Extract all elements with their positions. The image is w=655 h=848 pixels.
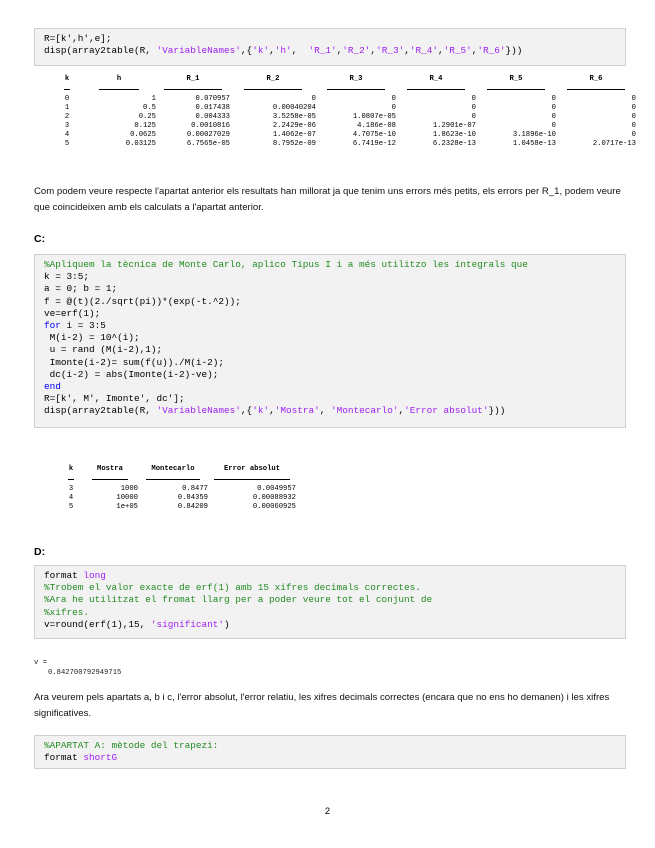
- table-cell: 0: [551, 103, 556, 112]
- paragraph-results: Com podem veure respecte l'apartat anterior els resultats han millorat ja que tenim uns errors més petits, els errors per R_1, podem veure que coincideixen amb els calculats a l'apartat anterior.: [34, 186, 621, 213]
- table-row: [60, 493, 296, 502]
- table-cell: 0.0625: [130, 130, 156, 139]
- code-token: 'R_3': [376, 45, 405, 57]
- code-token: R=[k', M', Imonte', dc'];: [44, 393, 185, 405]
- table-cell: 4: [68, 493, 74, 502]
- code-token: disp(array2table(R,: [44, 45, 157, 57]
- column-header: Montecarlo: [151, 464, 195, 473]
- table-cell: 0: [471, 112, 476, 121]
- code-token: R=[k',h',e];: [44, 33, 112, 44]
- table-row: [60, 484, 296, 493]
- table-cell: 0.004333: [195, 112, 230, 121]
- table-header-row: [60, 463, 296, 474]
- table-row: [52, 103, 636, 112]
- output-value: 0.842700792949715: [48, 669, 122, 677]
- table-cell: 0: [631, 121, 636, 130]
- table-header-row: [52, 73, 636, 84]
- table-cell: 1: [151, 94, 156, 103]
- code-line: [44, 283, 616, 295]
- code-token: for: [44, 319, 61, 331]
- code-line: [44, 740, 616, 752]
- table-cell: 1.8623e-10: [432, 130, 476, 139]
- code-block-2: [34, 254, 626, 428]
- table-row: [52, 121, 636, 130]
- code-line: [44, 405, 616, 417]
- code-token: ,: [437, 45, 444, 57]
- code-token: ve=erf(1);: [44, 307, 101, 319]
- header-underline: [230, 84, 316, 94]
- code-token: 'R_5': [443, 45, 472, 57]
- code-token: end: [44, 380, 61, 392]
- table-cell: 10000: [116, 493, 138, 502]
- code-token: ,: [370, 45, 377, 57]
- table-row: [60, 502, 296, 511]
- code-token: %xifres.: [44, 606, 90, 618]
- code-token: 'significant': [150, 618, 225, 630]
- header-underline: [316, 84, 396, 94]
- code-token: ,{: [240, 45, 253, 57]
- header-underline-row: [60, 474, 296, 484]
- table-cell: 1.2901e-07: [432, 121, 476, 130]
- table-cell: 0: [311, 94, 316, 103]
- code-token: dc(i-2) = abs(Imonte(i-2)-ve);: [44, 368, 219, 380]
- code-token: 'h': [274, 45, 292, 57]
- code-token: ,: [336, 45, 343, 57]
- code-token: ): [224, 618, 230, 630]
- table-cell: 0.84209: [177, 502, 208, 511]
- code-line: [44, 271, 616, 283]
- header-underline: [556, 84, 636, 94]
- output-table-2: [60, 463, 296, 511]
- code-token: 'k': [252, 45, 270, 57]
- column-header: R_2: [266, 74, 280, 83]
- page-number: 2: [324, 806, 331, 817]
- table-cell: 0: [471, 103, 476, 112]
- code-token: a = 0; b = 1;: [44, 283, 118, 295]
- code-token: k = 3:5;: [44, 271, 90, 283]
- code-line: [44, 344, 616, 356]
- code-token: %Ara he utilitzat el fromat llarg per a poder veure tot el conjunt de: [44, 594, 433, 606]
- header-underline-row: [52, 84, 636, 94]
- table-cell: 0.00060925: [252, 502, 296, 511]
- code-token: 'Mostra': [274, 405, 320, 417]
- column-header: k: [64, 74, 70, 83]
- table-cell: 0.00088932: [252, 493, 296, 502]
- code-line: [44, 33, 616, 45]
- table-row: [52, 139, 636, 148]
- table-cell: 0.00040204: [272, 103, 316, 112]
- header-underline: [82, 474, 138, 484]
- code-line: [44, 752, 616, 764]
- code-line: [44, 45, 616, 57]
- code-token: ,: [269, 45, 275, 57]
- code-token: 'VariableNames': [156, 405, 241, 417]
- table-cell: 1.0458e-13: [512, 139, 556, 148]
- table-cell: 0: [551, 121, 556, 130]
- code-token: 'VariableNames': [156, 45, 241, 57]
- header-underline: [208, 474, 296, 484]
- header-underline: [156, 84, 230, 94]
- table-cell: 3: [64, 121, 70, 130]
- code-token: 'R_1': [308, 45, 337, 57]
- table-cell: 3: [68, 484, 74, 493]
- code-line: [44, 296, 616, 308]
- table-cell: 1.4062e-07: [272, 130, 316, 139]
- code-token: Imonte(i-2)= sum(f(u))./M(i-2);: [44, 356, 225, 368]
- code-line: [44, 308, 616, 320]
- table-cell: 0.03125: [125, 139, 156, 148]
- output-table-1: [52, 73, 636, 148]
- code-token: v=round(erf(1),15,: [44, 618, 151, 630]
- table-cell: 0.0049957: [257, 484, 296, 493]
- paragraph-intro-errors: Ara veurem pels apartats a, b i c, l'error absolut, l'error relatiu, les xifres decimals correctes (encara que no ens ho demanen) i les xifres significatives.: [34, 692, 610, 719]
- section-heading-c: C:: [34, 233, 46, 245]
- table-cell: 6.2328e-13: [432, 139, 476, 148]
- code-token: M(i-2) = 10^(i);: [44, 332, 140, 344]
- code-line: [44, 381, 616, 393]
- code-token: ,: [291, 45, 309, 57]
- code-token: })): [505, 45, 523, 57]
- header-underline: [476, 84, 556, 94]
- code-token: ,: [269, 405, 275, 417]
- code-token: u = rand (M(i-2),1);: [44, 344, 163, 356]
- column-header: Error absolut: [223, 464, 281, 473]
- code-token: 'Montecarlo': [331, 405, 399, 417]
- header-underline: [138, 474, 208, 484]
- code-token: 'k': [252, 405, 270, 417]
- column-header: Mostra: [97, 464, 123, 473]
- table-cell: 0.0010816: [191, 121, 230, 130]
- table-cell: 0.00027029: [186, 130, 230, 139]
- code-line: [44, 570, 616, 582]
- table-cell: 3.5258e-05: [272, 112, 316, 121]
- table-cell: 0: [631, 94, 636, 103]
- column-header: R_4: [429, 74, 443, 83]
- table-cell: 3.1896e-10: [512, 130, 556, 139]
- code-token: shortG: [83, 752, 118, 764]
- table-cell: 0: [631, 103, 636, 112]
- column-header: R_6: [589, 74, 603, 83]
- code-token: })): [488, 405, 506, 417]
- table-cell: 1.0807e-05: [352, 112, 396, 121]
- header-underline: [52, 84, 82, 94]
- table-cell: 0.070957: [195, 94, 230, 103]
- code-token: %Apliquem la tècnica de Monte Carlo, aplico Tipus I i a més utilitzo les integrals que: [44, 259, 528, 270]
- code-line: [44, 582, 616, 594]
- code-token: ,: [404, 45, 410, 57]
- code-token: ,: [319, 405, 331, 417]
- table-cell: 4.7075e-10: [352, 130, 396, 139]
- code-line: [44, 619, 616, 631]
- code-block-3: [34, 565, 626, 639]
- table-cell: 0: [64, 94, 70, 103]
- table-cell: 0: [631, 112, 636, 121]
- code-token: disp(array2table(R,: [44, 405, 157, 417]
- section-heading-d: D:: [34, 546, 46, 558]
- table-cell: 0: [391, 94, 396, 103]
- table-cell: 1: [64, 103, 70, 112]
- code-token: ,{: [240, 405, 253, 417]
- code-token: f = @(t)(2./sqrt(pi))*(exp(-t.^2));: [44, 295, 241, 307]
- table-cell: 0: [551, 94, 556, 103]
- code-line: [44, 607, 616, 619]
- code-line: [44, 357, 616, 369]
- code-line: [44, 369, 616, 381]
- code-line: [44, 393, 616, 405]
- table-cell: 6.7419e-12: [352, 139, 396, 148]
- table-cell: 6.7565e-05: [186, 139, 230, 148]
- header-underline: [82, 84, 156, 94]
- code-token: 'Error absolut': [404, 405, 489, 417]
- column-header: k: [68, 464, 74, 473]
- table-cell: 0.8477: [182, 484, 208, 493]
- code-line: [44, 320, 616, 332]
- code-line: [44, 332, 616, 344]
- table-cell: 0: [631, 130, 636, 139]
- code-token: format: [44, 752, 84, 764]
- header-underline: [60, 474, 82, 484]
- table-row: [52, 112, 636, 121]
- table-cell: 0.125: [134, 121, 156, 130]
- table-cell: 1e+05: [116, 502, 138, 511]
- code-block-1: [34, 28, 626, 66]
- table-cell: 0: [391, 103, 396, 112]
- table-cell: 0: [471, 94, 476, 103]
- code-token: long: [83, 570, 106, 581]
- code-token: 'R_6': [477, 45, 506, 57]
- code-token: %APARTAT A: mètode del trapezi:: [44, 740, 219, 751]
- table-row: [52, 94, 636, 103]
- code-token: format: [44, 570, 84, 581]
- output-label: v =: [34, 659, 47, 667]
- column-header: R_3: [349, 74, 363, 83]
- output-variable-v: [34, 659, 121, 677]
- table-cell: 5: [64, 139, 70, 148]
- table-cell: 1000: [120, 484, 138, 493]
- header-underline: [396, 84, 476, 94]
- table-cell: 2.2429e-06: [272, 121, 316, 130]
- table-cell: 0: [551, 112, 556, 121]
- code-line: [44, 594, 616, 606]
- code-token: 'R_4': [409, 45, 438, 57]
- code-token: 'R_2': [342, 45, 371, 57]
- table-cell: 2.0717e-13: [592, 139, 636, 148]
- code-token: i = 3:5: [60, 319, 106, 331]
- table-cell: 4.186e-08: [357, 121, 396, 130]
- table-cell: 0.017438: [195, 103, 230, 112]
- column-header: R_5: [509, 74, 523, 83]
- table-cell: 0.5: [143, 103, 156, 112]
- table-row: [52, 130, 636, 139]
- table-cell: 5: [68, 502, 74, 511]
- column-header: R_1: [186, 74, 200, 83]
- code-line: [44, 259, 616, 271]
- code-token: ,: [398, 405, 405, 417]
- column-header: h: [116, 74, 122, 83]
- table-cell: 0.25: [138, 112, 156, 121]
- table-cell: 2: [64, 112, 70, 121]
- table-cell: 0.84359: [177, 493, 208, 502]
- table-cell: 8.7952e-09: [272, 139, 316, 148]
- code-token: %Trobem el valor exacte de erf(1) amb 15 xifres decimals correctes.: [44, 582, 421, 594]
- table-cell: 4: [64, 130, 70, 139]
- code-block-4: [34, 735, 626, 769]
- code-token: ,: [471, 45, 478, 57]
